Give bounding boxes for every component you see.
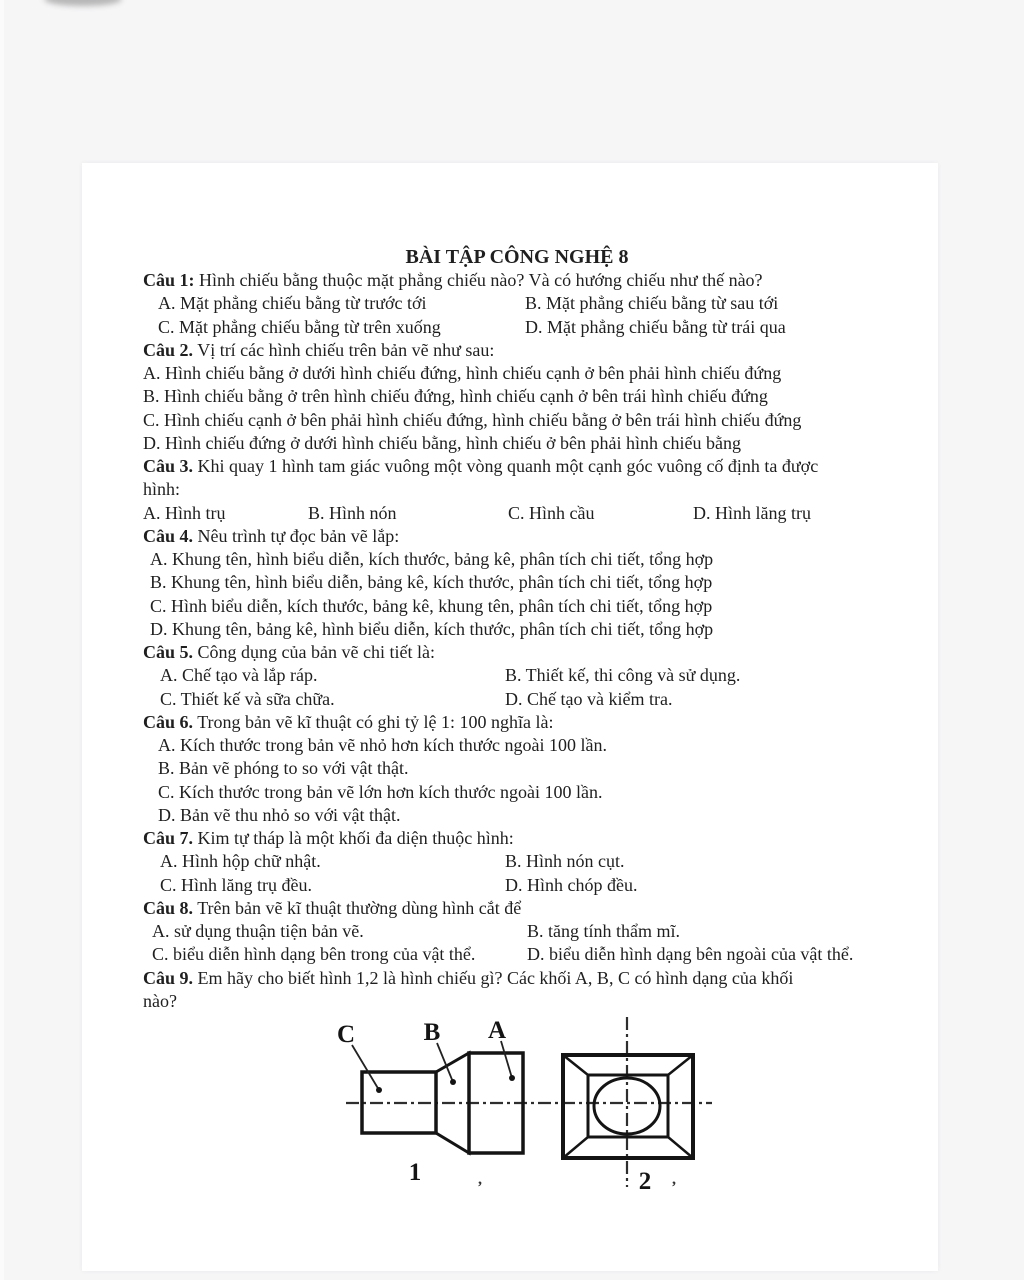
leader-line-c — [352, 1045, 379, 1090]
part-label-a: A — [487, 1017, 507, 1044]
answer-options — [143, 502, 905, 525]
answer-option: D. biểu diễn hình dạng bên ngoài của vật thể. — [527, 944, 854, 965]
technical-drawing — [330, 1012, 720, 1195]
question-label: Câu 8. — [143, 897, 194, 918]
answer-option: A. Kích thước trong bản vẽ nhỏ hơn kích thước ngoài 100 lần. — [158, 735, 607, 755]
answer-option: C. Hình cầu — [508, 502, 595, 523]
stray-mark-1: , — [478, 1171, 482, 1188]
question-label: Câu 6. — [143, 711, 194, 732]
answer-option: D. Chế tạo và kiểm tra. — [505, 688, 673, 709]
question-text: Câu 3. Khi quay 1 hình tam giác vuông một vòng quanh một cạnh góc vuông cố định ta được — [143, 456, 819, 476]
answer-option: A. Hình chiếu bằng ở dưới hình chiếu đứng, hình chiếu cạnh ở bên phải hình chiếu đứng — [143, 363, 782, 383]
answer-option: B. Khung tên, hình biểu diễn, bảng kê, kích thước, phân tích chi tiết, tổng hợp — [150, 572, 713, 593]
answer-options — [143, 850, 905, 897]
view1-number: 1 — [408, 1159, 422, 1186]
worksheet-content — [82, 163, 938, 1013]
answer-option: D. Hình chóp đều. — [505, 874, 638, 895]
question-label: Câu 4. — [143, 525, 194, 546]
answer-option: C. Hình biểu diễn, kích thước, bảng kê, khung tên, phân tích chi tiết, tổng hợp — [150, 595, 713, 616]
question-q3 — [143, 455, 905, 525]
figure-svg — [330, 1012, 720, 1195]
question-text: Câu 1: Hình chiếu bằng thuộc mặt phẳng chiếu nào? Và có hướng chiếu như thế nào? — [143, 270, 763, 290]
answer-option: D. Mặt phẳng chiếu bằng từ trái qua — [525, 316, 786, 337]
question-text: Câu 5. Công dụng của bản vẽ chi tiết là: — [143, 642, 435, 662]
answer-option: A. Hình hộp chữ nhật. — [160, 851, 321, 872]
question-text: Câu 7. Kim tự tháp là một khối đa diện thuộc hình: — [143, 828, 514, 848]
leader-line-a — [501, 1041, 512, 1078]
question-text-wrap: nào? — [143, 990, 177, 1011]
part-label-b: B — [423, 1019, 441, 1046]
question-q7 — [143, 827, 905, 897]
answer-option: C. Kích thước trong bản vẽ lớn hơn kích thước ngoài 100 lần. — [158, 781, 603, 802]
answer-options — [143, 664, 905, 711]
answer-option: B. Hình chiếu bằng ở trên hình chiếu đứng, hình chiếu cạnh ở bên trái hình chiếu đứng — [143, 386, 768, 407]
answer-option: D. Hình lăng trụ — [693, 502, 811, 523]
question-label: Câu 7. — [143, 828, 194, 848]
answer-option: A. sử dụng thuận tiện bản vẽ. — [152, 921, 364, 941]
answer-option: D. Hình chiếu đứng ở dưới hình chiếu bằng, hình chiếu ở bên phải hình chiếu bằng — [143, 432, 741, 453]
page-title: BÀI TẬP CÔNG NGHỆ 8 — [405, 246, 629, 268]
question-text-wrap: hình: — [143, 479, 181, 500]
answer-options — [143, 548, 905, 641]
answer-option: C. biểu diễn hình dạng bên trong của vật thể. — [152, 944, 476, 965]
answer-option: B. Hình nón — [308, 502, 397, 523]
view2-number: 2 — [638, 1168, 652, 1195]
screen-edge-highlight — [0, 0, 4, 1280]
question-label: Câu 5. — [143, 642, 194, 662]
answer-options — [143, 920, 905, 967]
question-list — [143, 269, 905, 1013]
question-q2 — [143, 339, 905, 455]
answer-option: B. Mặt phẳng chiếu bằng từ sau tới — [525, 293, 779, 314]
answer-options — [143, 292, 905, 339]
top-shadow-artifact — [44, 0, 122, 6]
question-text: Câu 2. Vị trí các hình chiếu trên bản vẽ như sau: — [143, 339, 495, 360]
leader-dot-b — [450, 1079, 456, 1085]
question-label: Câu 9. — [143, 967, 194, 988]
answer-option: B. Hình nón cụt. — [505, 851, 625, 872]
answer-option: B. Bản vẽ phóng to so với vật thật. — [158, 758, 409, 779]
leader-dot-c — [376, 1087, 382, 1093]
answer-option: A. Hình trụ — [143, 502, 226, 523]
question-q9 — [143, 967, 905, 1014]
leader-dot-a — [509, 1075, 515, 1081]
answer-option: A. Khung tên, hình biểu diễn, kích thước, bảng kê, phân tích chi tiết, tổng hợp — [150, 549, 714, 569]
answer-option: C. Thiết kế và sữa chữa. — [160, 688, 335, 709]
worksheet-page — [82, 163, 938, 1271]
question-q4 — [143, 525, 905, 641]
stray-mark-2: , — [672, 1171, 676, 1188]
question-q1 — [143, 269, 905, 339]
question-label: Câu 3. — [143, 456, 194, 476]
answer-option: B. tăng tính thẩm mĩ. — [527, 921, 680, 941]
answer-option: D. Bản vẽ thu nhỏ so với vật thật. — [158, 804, 401, 825]
question-q5 — [143, 641, 905, 711]
question-q6 — [143, 711, 905, 827]
answer-options — [143, 362, 905, 455]
question-text: Câu 4. Nêu trình tự đọc bản vẽ lắp: — [143, 525, 400, 546]
answer-option: A. Chế tạo và lắp ráp. — [160, 665, 318, 686]
answer-options — [143, 734, 905, 827]
question-text: Câu 6. Trong bản vẽ kĩ thuật có ghi tỷ lệ 1: 100 nghĩa là: — [143, 711, 554, 732]
question-label: Câu 2. — [143, 339, 194, 360]
answer-option: C. Mặt phẳng chiếu bằng từ trên xuống — [158, 316, 441, 337]
answer-option: B. Thiết kế, thi công và sử dụng. — [505, 665, 741, 686]
answer-option: C. Hình chiếu cạnh ở bên phải hình chiếu đứng, hình chiếu bằng ở bên trái hình chiếu đứng — [143, 409, 802, 430]
question-text: Câu 9. Em hãy cho biết hình 1,2 là hình chiếu gì? Các khối A, B, C có hình dạng của khối — [143, 967, 794, 988]
answer-option: C. Hình lăng trụ đều. — [160, 874, 312, 895]
question-text: Câu 8. Trên bản vẽ kĩ thuật thường dùng hình cắt để — [143, 897, 522, 918]
answer-option: D. Khung tên, bảng kê, hình biểu diễn, kích thước, phân tích chi tiết, tổng hợp — [150, 618, 714, 639]
question-label: Câu 1: — [143, 270, 195, 290]
answer-option: A. Mặt phẳng chiếu bằng từ trước tới — [158, 293, 427, 314]
question-q8 — [143, 897, 905, 967]
part-label-c: C — [336, 1021, 356, 1048]
